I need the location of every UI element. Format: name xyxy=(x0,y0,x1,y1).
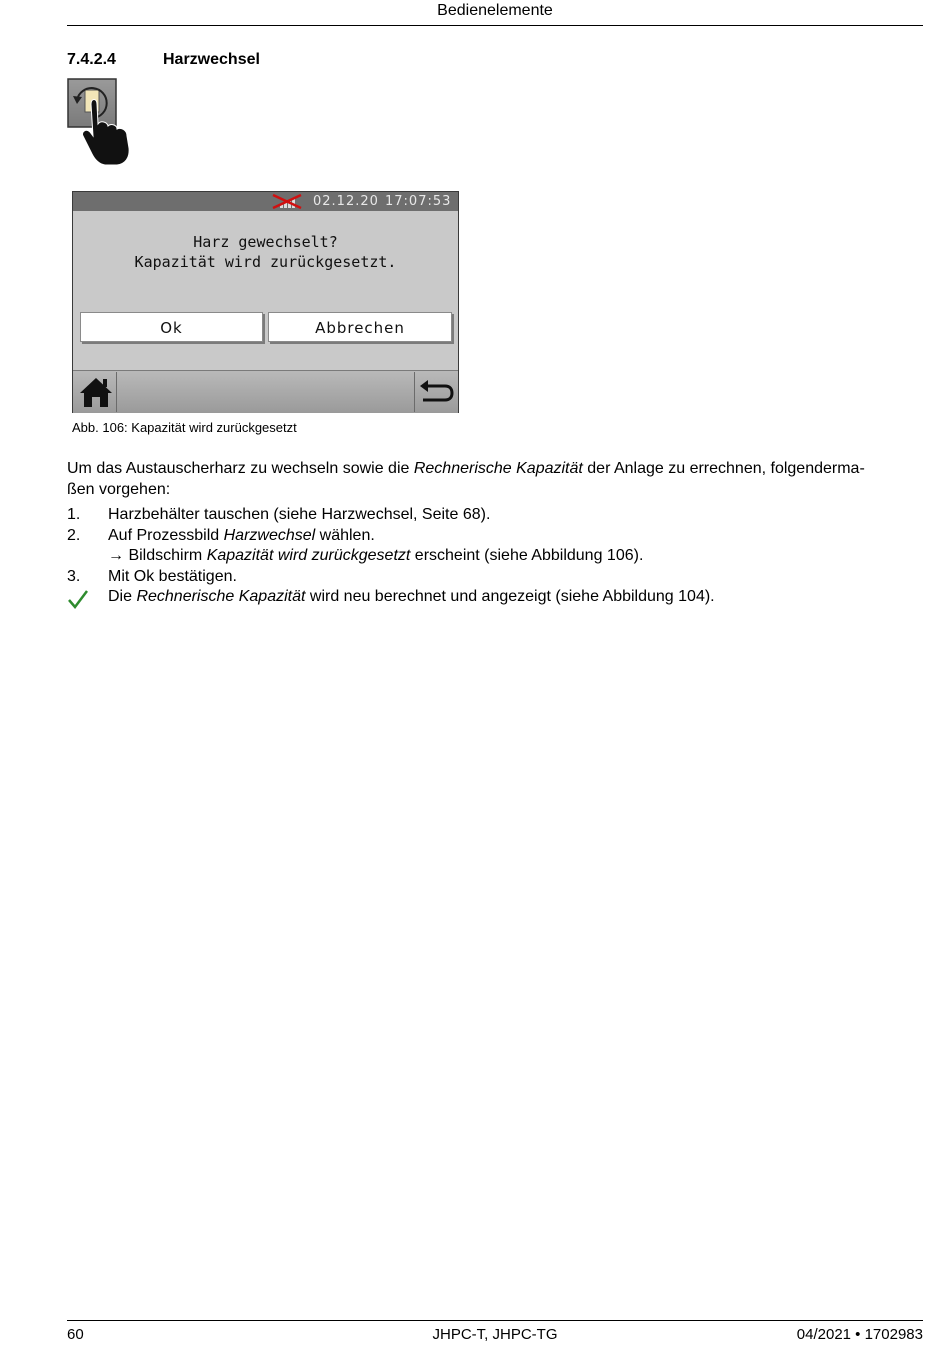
intro-paragraph xyxy=(67,458,923,500)
step-text: Harzbehälter tauschen (siehe Harzwechsel, Seite 68). xyxy=(108,506,491,523)
screen-message-line1: Harz gewechselt? xyxy=(193,233,338,251)
step-number: 2. xyxy=(67,526,81,544)
figure-caption: Abb. 106: Kapazität wird zurückgesetzt xyxy=(72,420,297,435)
home-button[interactable] xyxy=(76,372,117,412)
step-text: Mit Ok bestätigen. xyxy=(108,567,237,585)
page-header-title: Bedienelemente xyxy=(437,2,553,19)
step-list xyxy=(67,505,923,608)
device-screen xyxy=(72,191,459,413)
list-item xyxy=(67,567,923,588)
network-disconnected-icon xyxy=(271,193,303,210)
step-text-post: wählen. xyxy=(315,526,375,544)
step-result-text xyxy=(108,546,643,567)
result-text-italic: Rechnerische Kapazität xyxy=(136,588,306,605)
result-text xyxy=(108,587,715,608)
product-name: JHPC-T, JHPC-TG xyxy=(432,1326,558,1343)
step-number: 3. xyxy=(67,567,81,585)
screen-bottom-bar xyxy=(73,370,458,413)
list-item xyxy=(67,526,923,547)
screen-date: 02.12.20 xyxy=(313,194,379,209)
section-number: 7.4.2.4 xyxy=(67,51,116,68)
cancel-button[interactable]: Abbrechen xyxy=(268,312,452,342)
intro-text-italic: Rechnerische Kapazität xyxy=(413,460,583,477)
screen-message-line2: Kapazität wird zurückgesetzt. xyxy=(134,253,397,271)
resin-change-touch-icon xyxy=(67,78,135,168)
step-text-italic: Harzwechsel xyxy=(223,526,316,544)
step-text xyxy=(108,526,375,547)
step-number: 1. xyxy=(67,506,81,523)
list-item xyxy=(67,546,923,567)
back-button[interactable] xyxy=(414,372,457,412)
checkmark-icon xyxy=(67,589,89,609)
ok-button[interactable]: Ok xyxy=(80,312,263,342)
step-text-italic: Kapazität wird zurückgesetzt xyxy=(206,547,411,564)
step-text-pre: Auf Prozessbild xyxy=(108,526,224,544)
page-footer xyxy=(67,1320,923,1351)
list-item xyxy=(67,505,923,526)
intro-text-1: Um das Austauscherharz zu wechseln sowie die xyxy=(67,460,414,477)
step-text-post: erscheint (siehe Abbildung 106). xyxy=(410,547,644,564)
home-icon xyxy=(76,372,116,412)
back-arrow-icon xyxy=(415,372,457,412)
intro-text-3: ßen vorgehen: xyxy=(67,481,171,498)
intro-text-2: der Anlage zu errechnen, folgenderma- xyxy=(582,460,865,477)
page-header xyxy=(67,0,923,26)
list-item xyxy=(67,587,923,608)
status-bar xyxy=(73,192,458,211)
step-text-pre: → Bildschirm xyxy=(108,547,207,564)
result-text-pre: Die xyxy=(108,588,137,605)
result-text-post: wird neu berechnet und angezeigt (siehe Abbildung 104). xyxy=(305,588,715,605)
section-title: Harzwechsel xyxy=(163,51,260,68)
screen-time: 17:07:53 xyxy=(385,194,452,209)
page-number: 60 xyxy=(67,1326,84,1343)
document-number: 04/2021 • 1702983 xyxy=(796,1326,923,1343)
